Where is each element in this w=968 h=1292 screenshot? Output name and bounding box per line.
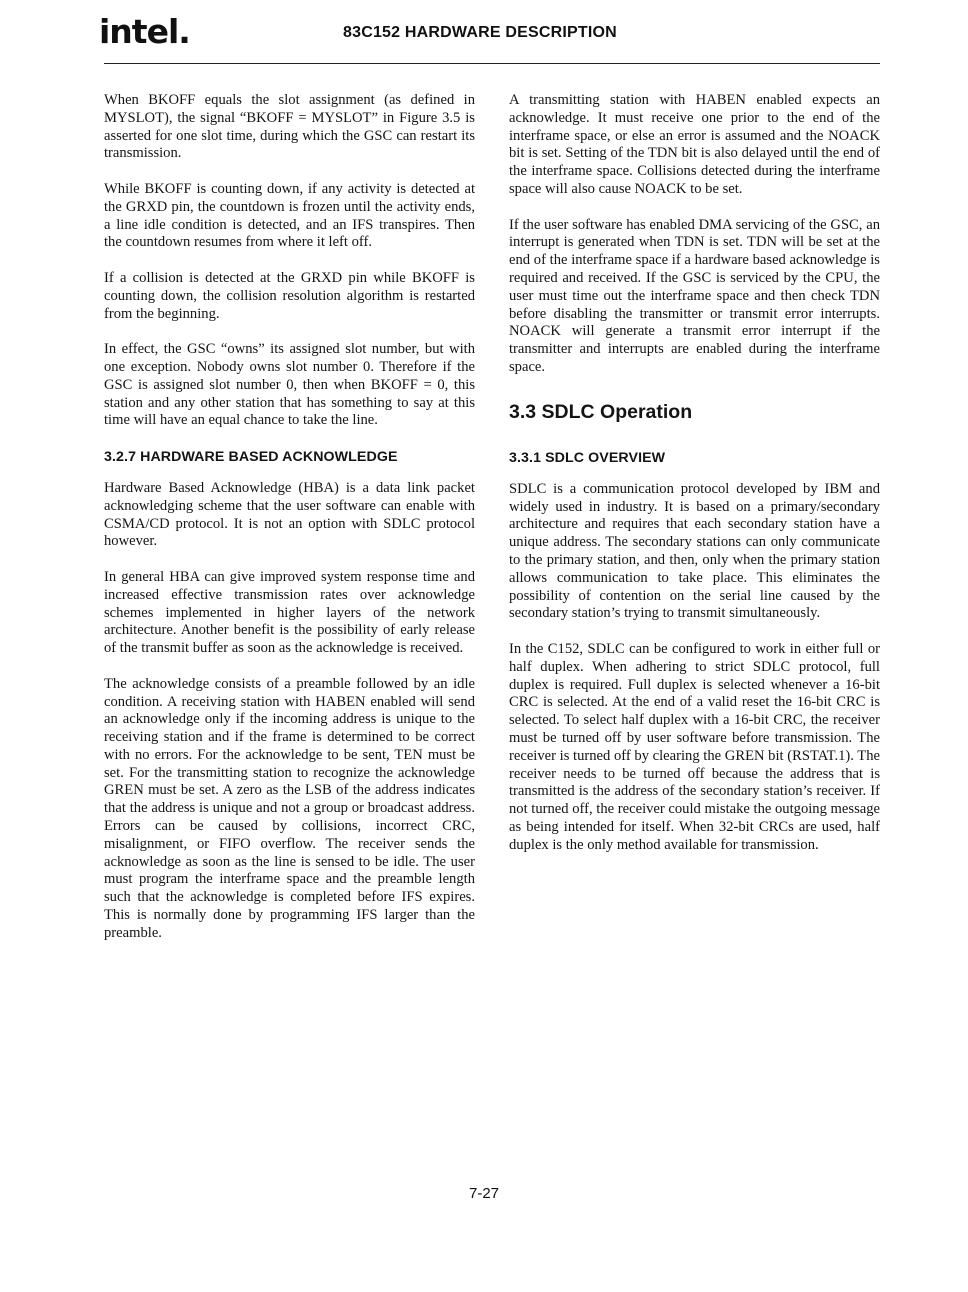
- paragraph: A transmitting station with HABEN enabled expects an acknowledge. It must receive one prior to the end of the interframe space, or else an error is assumed and the NOACK bit is set. Setting of the TDN bit is also delayed until the end of the interframe space. Collisions detected during the interframe space will also cause NOACK to be set.: [509, 92, 880, 197]
- paragraph: When BKOFF equals the slot assignment (as defined in MYSLOT), the signal “BKOFF = MYSLOT” in Figure 3.5 is asserted for one slot time, during which the GSC can restart its transmission.: [104, 92, 475, 162]
- paragraph: The acknowledge consists of a preamble followed by an idle condition. A receiving station with HABEN enabled will send an acknowledge only if the incoming address is unique to the receiving station and if the frame is determined to be correct with no errors. For the acknowledge to be sent, TEN must be set. For the transmitting station to recognize the acknowledge GREN must be set. A zero as the LSB of the address indicates that the address is unique and not a group or broadcast address. Errors can be caused by collisions, incorrect CRC, misalignment, or FIFO overflow. The receiver sends the acknowledge as soon as the line is sensed to be idle. The user must program the interframe space and the preamble length such that the acknowledge is completed before IFS expires. This is normally done by programming IFS larger than the preamble.: [104, 675, 475, 941]
- intel-logo: intel.: [99, 12, 190, 51]
- header-divider: [104, 63, 880, 64]
- paragraph: SDLC is a communication protocol developed by IBM and widely used in industry. It is based on a primary/secondary architecture and requires that each secondary station have a unique address. The secondary stations can only communicate to the primary station, and then, only when the primary station allows communication to take place. This eliminates the possibility of contention on the serial line caused by the secondary station’s trying to transmit simultaneously.: [509, 480, 880, 622]
- section-heading-3-2-7: 3.2.7 HARDWARE BASED ACKNOWLEDGE: [104, 448, 398, 465]
- right-column: [509, 92, 880, 872]
- page-number: 7-27: [468, 1185, 500, 1202]
- paragraph: If the user software has enabled DMA servicing of the GSC, an interrupt is generated when TDN is set. TDN will be set at the end of the interframe space if a hardware based acknowledge is required and received. If the GSC is serviced by the CPU, the user must time out the interframe space and then check TDN before disabling the transmitter or transmit error interrupts. NOACK will generate a transmit error interrupt if the transmitter and interrupts are enabled during the interframe space.: [509, 216, 880, 375]
- page-header-title: 83C152 HARDWARE DESCRIPTION: [343, 24, 617, 41]
- paragraph: In general HBA can give improved system response time and increased effective transmission rates over acknowledge schemes implemented in higher layers of the network architecture. Another benefit is the possibility of early release of the transmit buffer as soon as the acknowledge is received.: [104, 568, 475, 657]
- paragraph: In the C152, SDLC can be configured to work in either full or half duplex. When adhering to strict SDLC protocol, full duplex is required. Full duplex is selected whenever a 16-bit CRC is selected. At the end of a valid reset the 16-bit CRC is selected. To select half duplex with a 16-bit CRC, the receiver must be turned off by user software before transmission. The receiver is turned off by clearing the GREN bit (RSTAT.1). The receiver needs to be turned off because the address that is transmitted is the address of the secondary station’s receiver. If not turned off, the receiver could mistake the outgoing message as being intended for itself. When 32-bit CRCs are used, half duplex is the only method available for transmission.: [509, 640, 880, 853]
- section-heading-3-3: 3.3 SDLC Operation: [509, 400, 693, 423]
- paragraph: In effect, the GSC “owns” its assigned slot number, but with one exception. Nobody owns slot number 0. Therefore if the GSC is assigned slot number 0, then when BKOFF = 0, this station and any other station that has something to say at this time will have an equal chance to take the line.: [104, 341, 475, 429]
- paragraph: Hardware Based Acknowledge (HBA) is a data link packet acknowledging scheme that the user software can enable with CSMA/CD protocol. It is not an option with SDLC protocol however.: [104, 479, 475, 550]
- paragraph: While BKOFF is counting down, if any activity is detected at the GRXD pin, the countdown is frozen until the activity ends, a line idle condition is detected, and an IFS transpires. Then the countdown resumes from where it left off.: [104, 180, 475, 251]
- left-column: [104, 92, 475, 960]
- paragraph: If a collision is detected at the GRXD pin while BKOFF is counting down, the collision resolution algorithm is restarted from the beginning.: [104, 269, 475, 322]
- section-heading-3-3-1: 3.3.1 SDLC OVERVIEW: [509, 449, 666, 466]
